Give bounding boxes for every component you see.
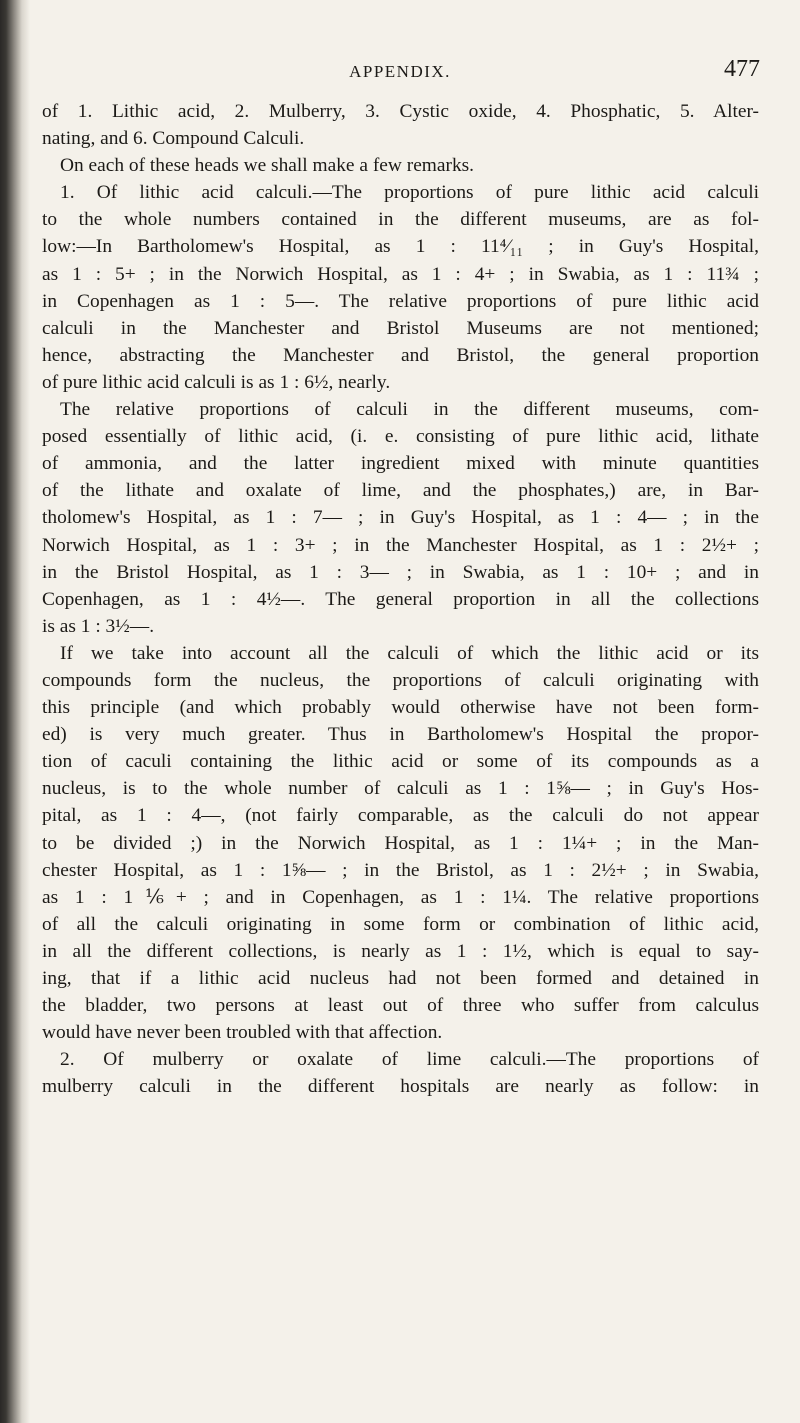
text-line: Norwich Hospital, as 1 : 3+ ; in the Manchester Hospital, as 1 : 2½+ ;: [42, 534, 759, 556]
text-line: in Copenhagen as 1 : 5—. The relative proportions of pure lithic acid: [42, 290, 759, 312]
text-line: On each of these heads we shall make a few remarks.: [60, 155, 475, 177]
text-line: nucleus, is to the whole number of calculi as 1 : 1⅝— ; in Guy's Hos-: [42, 778, 759, 800]
text-line: would have never been troubled with that affection.: [42, 1022, 443, 1044]
text-line: The relative proportions of calculi in the different museums, com-: [60, 399, 759, 421]
text-line: as 1 : 1⅙+ ; and in Copenhagen, as 1 : 1¼. The relative proportions: [42, 886, 759, 908]
text-line: of 1. Lithic acid, 2. Mulberry, 3. Cystic oxide, 4. Phosphatic, 5. Alter-: [42, 101, 759, 122]
page-number: 477: [724, 56, 760, 82]
text-line: 1. Of lithic acid calculi.—The proportions of pure lithic acid calculi: [60, 182, 759, 204]
running-head: APPENDIX.: [349, 62, 451, 81]
text-line: to the whole numbers contained in the different museums, are as fol-: [42, 209, 759, 231]
text-line: Copenhagen, as 1 : 4½—. The general proportion in all the collections: [42, 588, 759, 610]
text-line: tion of caculi containing the lithic acid or some of its compounds as a: [42, 751, 759, 773]
text-line: in all the different collections, is nearly as 1 : 1½, which is equal to say-: [42, 940, 759, 962]
text-line: nating, and 6. Compound Calculi.: [42, 128, 305, 150]
text-line: as 1 : 5+ ; in the Norwich Hospital, as 1 : 4+ ; in Swabia, as 1 : 11¾ ;: [42, 263, 759, 285]
text-line: 2. Of mulberry or oxalate of lime calculi.—The proportions of: [60, 1049, 759, 1071]
text-line: in the Bristol Hospital, as 1 : 3— ; in Swabia, as 1 : 10+ ; and in: [42, 561, 759, 583]
text-line: of pure lithic acid calculi is as 1 : 6½, nearly.: [42, 371, 391, 393]
text-line: of ammonia, and the latter ingredient mixed with minute quantities: [42, 453, 759, 475]
text-line: of all the calculi originating in some form or combination of lithic acid,: [42, 913, 759, 935]
text-line: calculi in the Manchester and Bristol Museums are not mentioned;: [42, 317, 759, 339]
text-line: compounds form the nucleus, the proportions of calculi originating with: [42, 669, 759, 691]
text-line: mulberry calculi in the different hospitals are nearly as follow: in: [42, 1076, 759, 1098]
text-line: to be divided ;) in the Norwich Hospital, as 1 : 1¼+ ; in the Man-: [42, 832, 759, 854]
text-line: ing, that if a lithic acid nucleus had not been formed and detained in: [42, 968, 759, 989]
text-line: chester Hospital, as 1 : 1⅝— ; in the Bristol, as 1 : 2½+ ; in Swabia,: [42, 859, 759, 881]
book-spine-shadow: [0, 0, 30, 1423]
text-line: If we take into account all the calculi of which the lithic acid or its: [60, 642, 759, 664]
body-text: [42, 98, 759, 1100]
text-line: pital, as 1 : 4—, (not fairly comparable, as the calculi do not appear: [42, 805, 759, 827]
text-line: the bladder, two persons at least out of three who suffer from calculus: [42, 995, 759, 1017]
text-line: hence, abstracting the Manchester and Bristol, the general proportion: [42, 344, 759, 366]
text-line: is as 1 : 3½—.: [42, 615, 155, 637]
text-line: ed) is very much greater. Thus in Bartholomew's Hospital the propor-: [42, 724, 759, 746]
text-line: of the lithate and oxalate of lime, and the phosphates,) are, in Bar-: [42, 480, 759, 502]
page-header: [40, 56, 760, 86]
text-line: tholomew's Hospital, as 1 : 7— ; in Guy's Hospital, as 1 : 4— ; in the: [42, 507, 759, 529]
text-line: posed essentially of lithic acid, (i. e. consisting of pure lithic acid, lithate: [42, 426, 759, 448]
text-line: low:—In Bartholomew's Hospital, as 1 : 11⁴⁄₁₁ ; in Guy's Hospital,: [42, 236, 759, 258]
text-line: this principle (and which probably would otherwise have not been form-: [42, 697, 759, 719]
